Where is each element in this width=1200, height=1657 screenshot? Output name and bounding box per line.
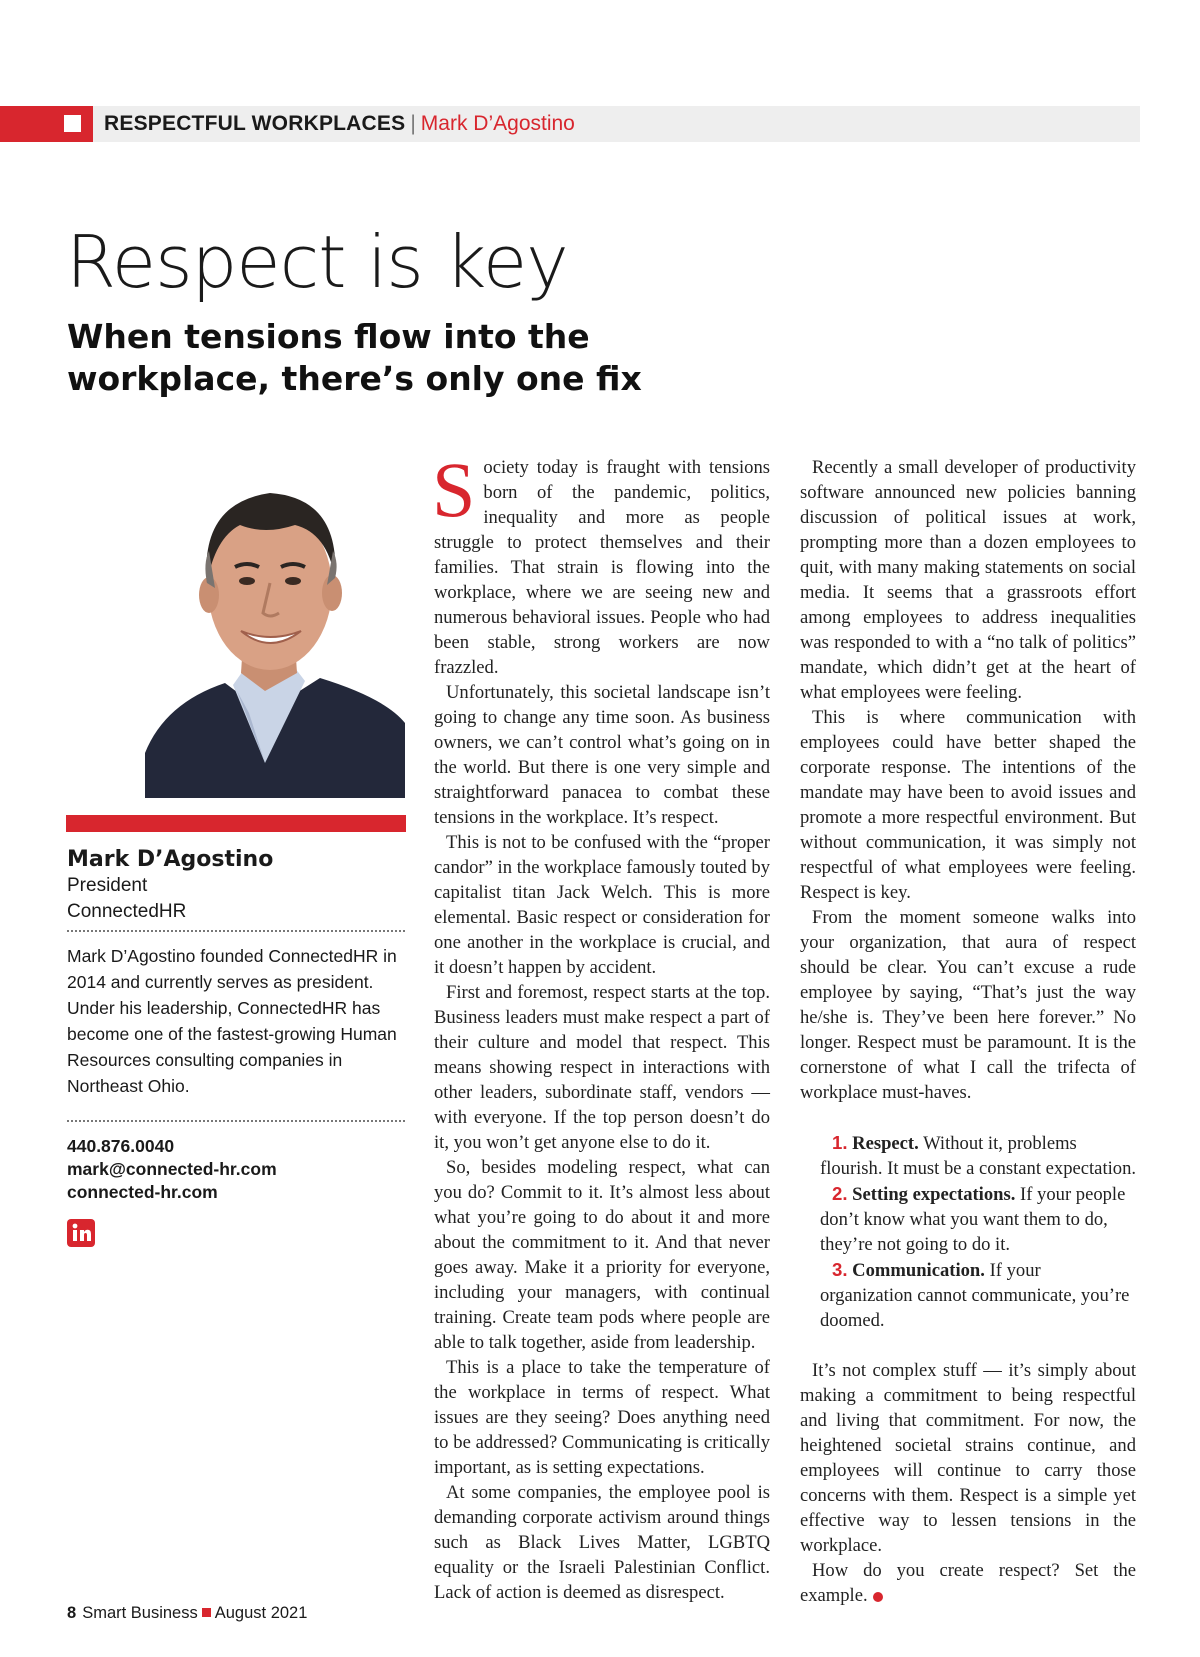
list-text: If your people don’t know what you want them to do, they’re not going to do it.: [820, 1184, 1126, 1255]
page-number: 8: [67, 1604, 77, 1622]
section-author: Mark D’Agostino: [420, 112, 575, 135]
bio-divider: [67, 1120, 405, 1122]
list-number: 1.: [832, 1132, 848, 1153]
spacer: [800, 1333, 1136, 1358]
footer-square-icon: [202, 1608, 211, 1617]
article-deck: When tensions flow into the workplace, there’s only one fix: [67, 317, 642, 398]
spacer: [800, 1105, 1136, 1130]
article-paragraph: ociety today is fraught with tensions born of the pandemic, politics, inequality and more as people struggle to protect themselves and their families. That strain is flowing into the workplace, where we are seeing new and numerous behavioral issues. People who had been stable, strong workers are now frazzled.: [434, 457, 770, 678]
article-paragraph: [800, 1558, 1136, 1608]
publication-name: Smart Business: [82, 1604, 198, 1622]
article-paragraph: At some companies, the employee pool is demanding corporate activism around things such as Black Lives Matter, LGBTQ equality or the Israeli Palestinian Conflict. Lack of action is deemed as disrespect.: [434, 1482, 770, 1603]
bio-phone[interactable]: 440.876.0040: [67, 1136, 175, 1156]
author-photo: [145, 463, 405, 798]
article-column-1: [432, 446, 770, 1605]
bio-email[interactable]: mark@connected-hr.com: [67, 1159, 277, 1179]
list-term: Respect.: [852, 1133, 919, 1154]
page-footer: [67, 1602, 307, 1624]
article-paragraph: Unfortunately, this societal landscape isn’t going to change any time soon. As business owners, we can’t control what’s going on in the world. But there is one very simple and straightforward panacea to combat these tensions in the workplace. It’s respect.: [434, 682, 770, 828]
section-header-square-icon: [64, 115, 81, 132]
end-mark-icon: [873, 1592, 883, 1602]
bio-title: President: [67, 875, 148, 896]
list-item: [800, 1130, 1136, 1181]
article-paragraph: First and foremost, respect starts at the top. Business leaders must make respect a part of their culture and model that respect. This means showing respect in interactions with other leaders, subordinate staff, vendors — with everyone. If the top person doesn’t do it, you won’t get anyone else to do it.: [434, 982, 770, 1153]
drop-cap: S: [432, 446, 476, 533]
closing-sentence: How do you create respect? Set the example.: [800, 1560, 1136, 1606]
article-column-2: [800, 455, 1136, 1608]
section-header: [104, 111, 575, 137]
author-portrait-illustration: [145, 463, 405, 798]
list-term: Setting expectations.: [852, 1184, 1016, 1205]
list-text: Without it, problems flourish. It must be a constant expectation.: [820, 1133, 1137, 1179]
article-paragraph: This is a place to take the temperature of the workplace in terms of respect. What issues are they seeing? Does anything need to be addressed? Communicating is critically important, as is setting expectations.: [434, 1357, 770, 1478]
bio-company: ConnectedHR: [67, 901, 187, 922]
issue-date: August 2021: [214, 1604, 308, 1622]
bio-name: Mark D’Agostino: [67, 847, 274, 872]
bio-accent-bar: [66, 815, 406, 832]
article-paragraph: It’s not complex stuff — it’s simply about making a commitment to being respectful and living that commitment. For now, the heightened societal strains continue, and employees will continue to carry those concerns with them. Respect is a simple yet effective way to lessen tensions in the workplace.: [800, 1360, 1136, 1556]
list-item: [800, 1257, 1136, 1333]
article-paragraph: So, besides modeling respect, what can you do? Commit to it. It’s almost less about what you’re going to do about it and more about the commitment to it. And that never goes away. Make it a priority for everyone, including your managers, with continual training. Create team pods where people are able to talk together, aside from leadership.: [434, 1157, 770, 1353]
article-paragraph: From the moment someone walks into your organization, that aura of respect should be clear. You can’t excuse a rude employee by saying, “That’s just the way he/she is. They’ve been here forever.” No longer. Respect must be paramount. It is the cornerstone of what I call the trifecta of workplace must-haves.: [800, 907, 1136, 1103]
section-separator: |: [410, 112, 416, 135]
bio-description: Mark D’Agostino founded ConnectedHR in 2014 and currently serves as president. Under his leadership, ConnectedHR has become one of the fastest-growing Human Resources consulting companies in Northeast Ohio.: [67, 946, 397, 1096]
bio-divider: [67, 930, 405, 932]
article-paragraph: Recently a small developer of productivity software announced new policies banning discussion of political issues at work, prompting more than a dozen employees to quit, with many making statements on social media. It seems that a grassroots effort among employees to address inequalities was responded to with a “no talk of politics” mandate, which didn’t get at the heart of what employees were feeling.: [800, 457, 1136, 703]
bio-website[interactable]: connected-hr.com: [67, 1182, 218, 1202]
list-text: If your organization cannot communicate, you’re doomed.: [820, 1260, 1130, 1331]
section-label: RESPECTFUL WORKPLACES: [104, 112, 406, 135]
list-item: [800, 1181, 1136, 1257]
list-term: Communication.: [852, 1260, 985, 1281]
linkedin-icon[interactable]: [67, 1219, 95, 1247]
article-paragraph: This is where communication with employees could have better shaped the corporate response. The intentions of the mandate may have been to avoid issues and promote a more respectful environment. But without communication, it was simply not respectful of what employees were feeling. Respect is key.: [800, 707, 1136, 903]
list-number: 3.: [832, 1259, 848, 1280]
article-headline: Respect is key: [66, 220, 568, 304]
list-number: 2.: [832, 1183, 848, 1204]
article-paragraph: This is not to be confused with the “proper candor” in the workplace famously touted by capitalist titan Jack Welch. This is more elemental. Basic respect or consideration for one another in the workplace is crucial, and it doesn’t happen by accident.: [434, 832, 770, 978]
